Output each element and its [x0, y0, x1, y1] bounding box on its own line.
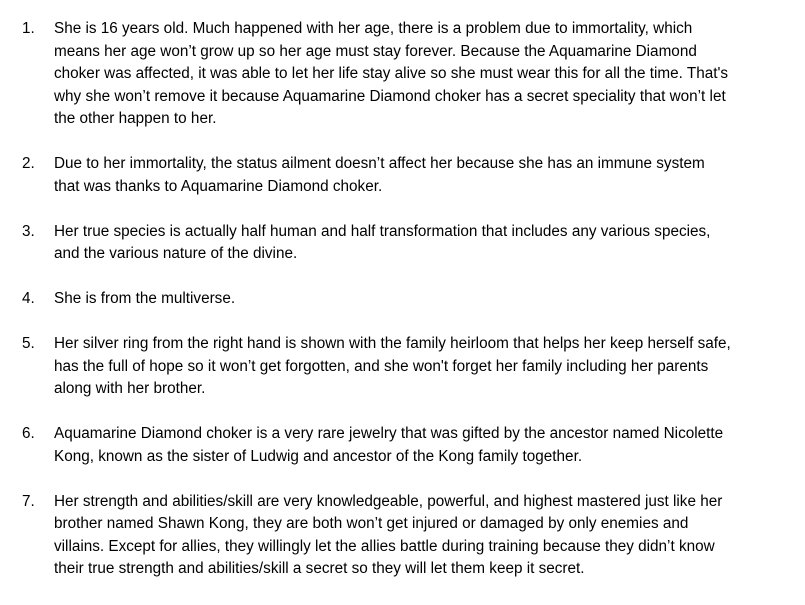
list-item-text — [54, 333, 800, 401]
text-line: Due to her immortality, the status ailment doesn’t affect her because she has an immune system — [54, 155, 705, 172]
text-line: has the full of hope so it won’t get forgotten, and she won't forget her family including her parents — [54, 357, 709, 375]
list-item — [0, 423, 805, 468]
list-item-number: 5. — [22, 335, 35, 352]
list-item-text — [54, 288, 800, 311]
text-line: brother named Shawn Kong, they are both won’t get injured or damaged by only enemies and — [54, 515, 689, 532]
list-item-text — [54, 153, 800, 198]
list-item — [0, 491, 805, 581]
list-item-number: 2. — [22, 155, 35, 172]
text-line: She is from the multiverse. — [54, 290, 236, 307]
text-line: their true strength and abilities/skill a secret so they will let them keep it secret. — [54, 560, 585, 577]
list-item-number: 3. — [22, 222, 35, 240]
list-item-text — [54, 18, 800, 131]
text-line: along with her brother. — [54, 380, 206, 397]
text-line: the other happen to her. — [54, 110, 217, 127]
list-item-number: 4. — [22, 290, 35, 307]
list-item-text — [54, 491, 800, 581]
list-item — [0, 333, 805, 401]
text-line: Aquamarine Diamond choker is a very rare jewelry that was gifted by the ancestor named Nicolette — [54, 425, 724, 442]
list-item-text — [54, 221, 800, 266]
numbered-list — [0, 18, 805, 603]
text-line: Her silver ring from the right hand is shown with the family heirloom that helps her keep herself safe, — [54, 335, 731, 352]
text-line: means her age won’t grow up so her age must stay forever. Because the Aquamarine Diamond — [54, 42, 697, 60]
list-item-number: 6. — [22, 425, 35, 442]
text-line: She is 16 years old. Much happened with her age, there is a problem due to immortality, which — [54, 20, 693, 37]
list-item-number: 1. — [22, 20, 35, 37]
text-line: choker was affected, it was able to let her life stay alive so she must wear this for all the time. That's — [54, 65, 729, 82]
text-line: and the various nature of the divine. — [54, 245, 298, 262]
list-item-text — [54, 423, 800, 468]
text-line: why she won’t remove it because Aquamarine Diamond choker has a secret speciality that won’t let — [54, 87, 726, 105]
text-line: Her true species is actually half human and half transformation that includes any various species, — [54, 222, 711, 240]
text-line: that was thanks to Aquamarine Diamond choker. — [54, 177, 383, 195]
list-item-number: 7. — [22, 492, 35, 510]
list-item — [0, 18, 805, 131]
text-line: Her strength and abilities/skill are very knowledgeable, powerful, and highest mastered just like her — [54, 492, 723, 510]
text-line: Kong, known as the sister of Ludwig and ancestor of the Kong family together. — [54, 447, 583, 465]
list-item — [0, 153, 805, 198]
list-item — [0, 221, 805, 266]
list-item — [0, 288, 805, 311]
text-line: villains. Except for allies, they willingly let the allies battle during training because they didn’t know — [54, 537, 715, 555]
